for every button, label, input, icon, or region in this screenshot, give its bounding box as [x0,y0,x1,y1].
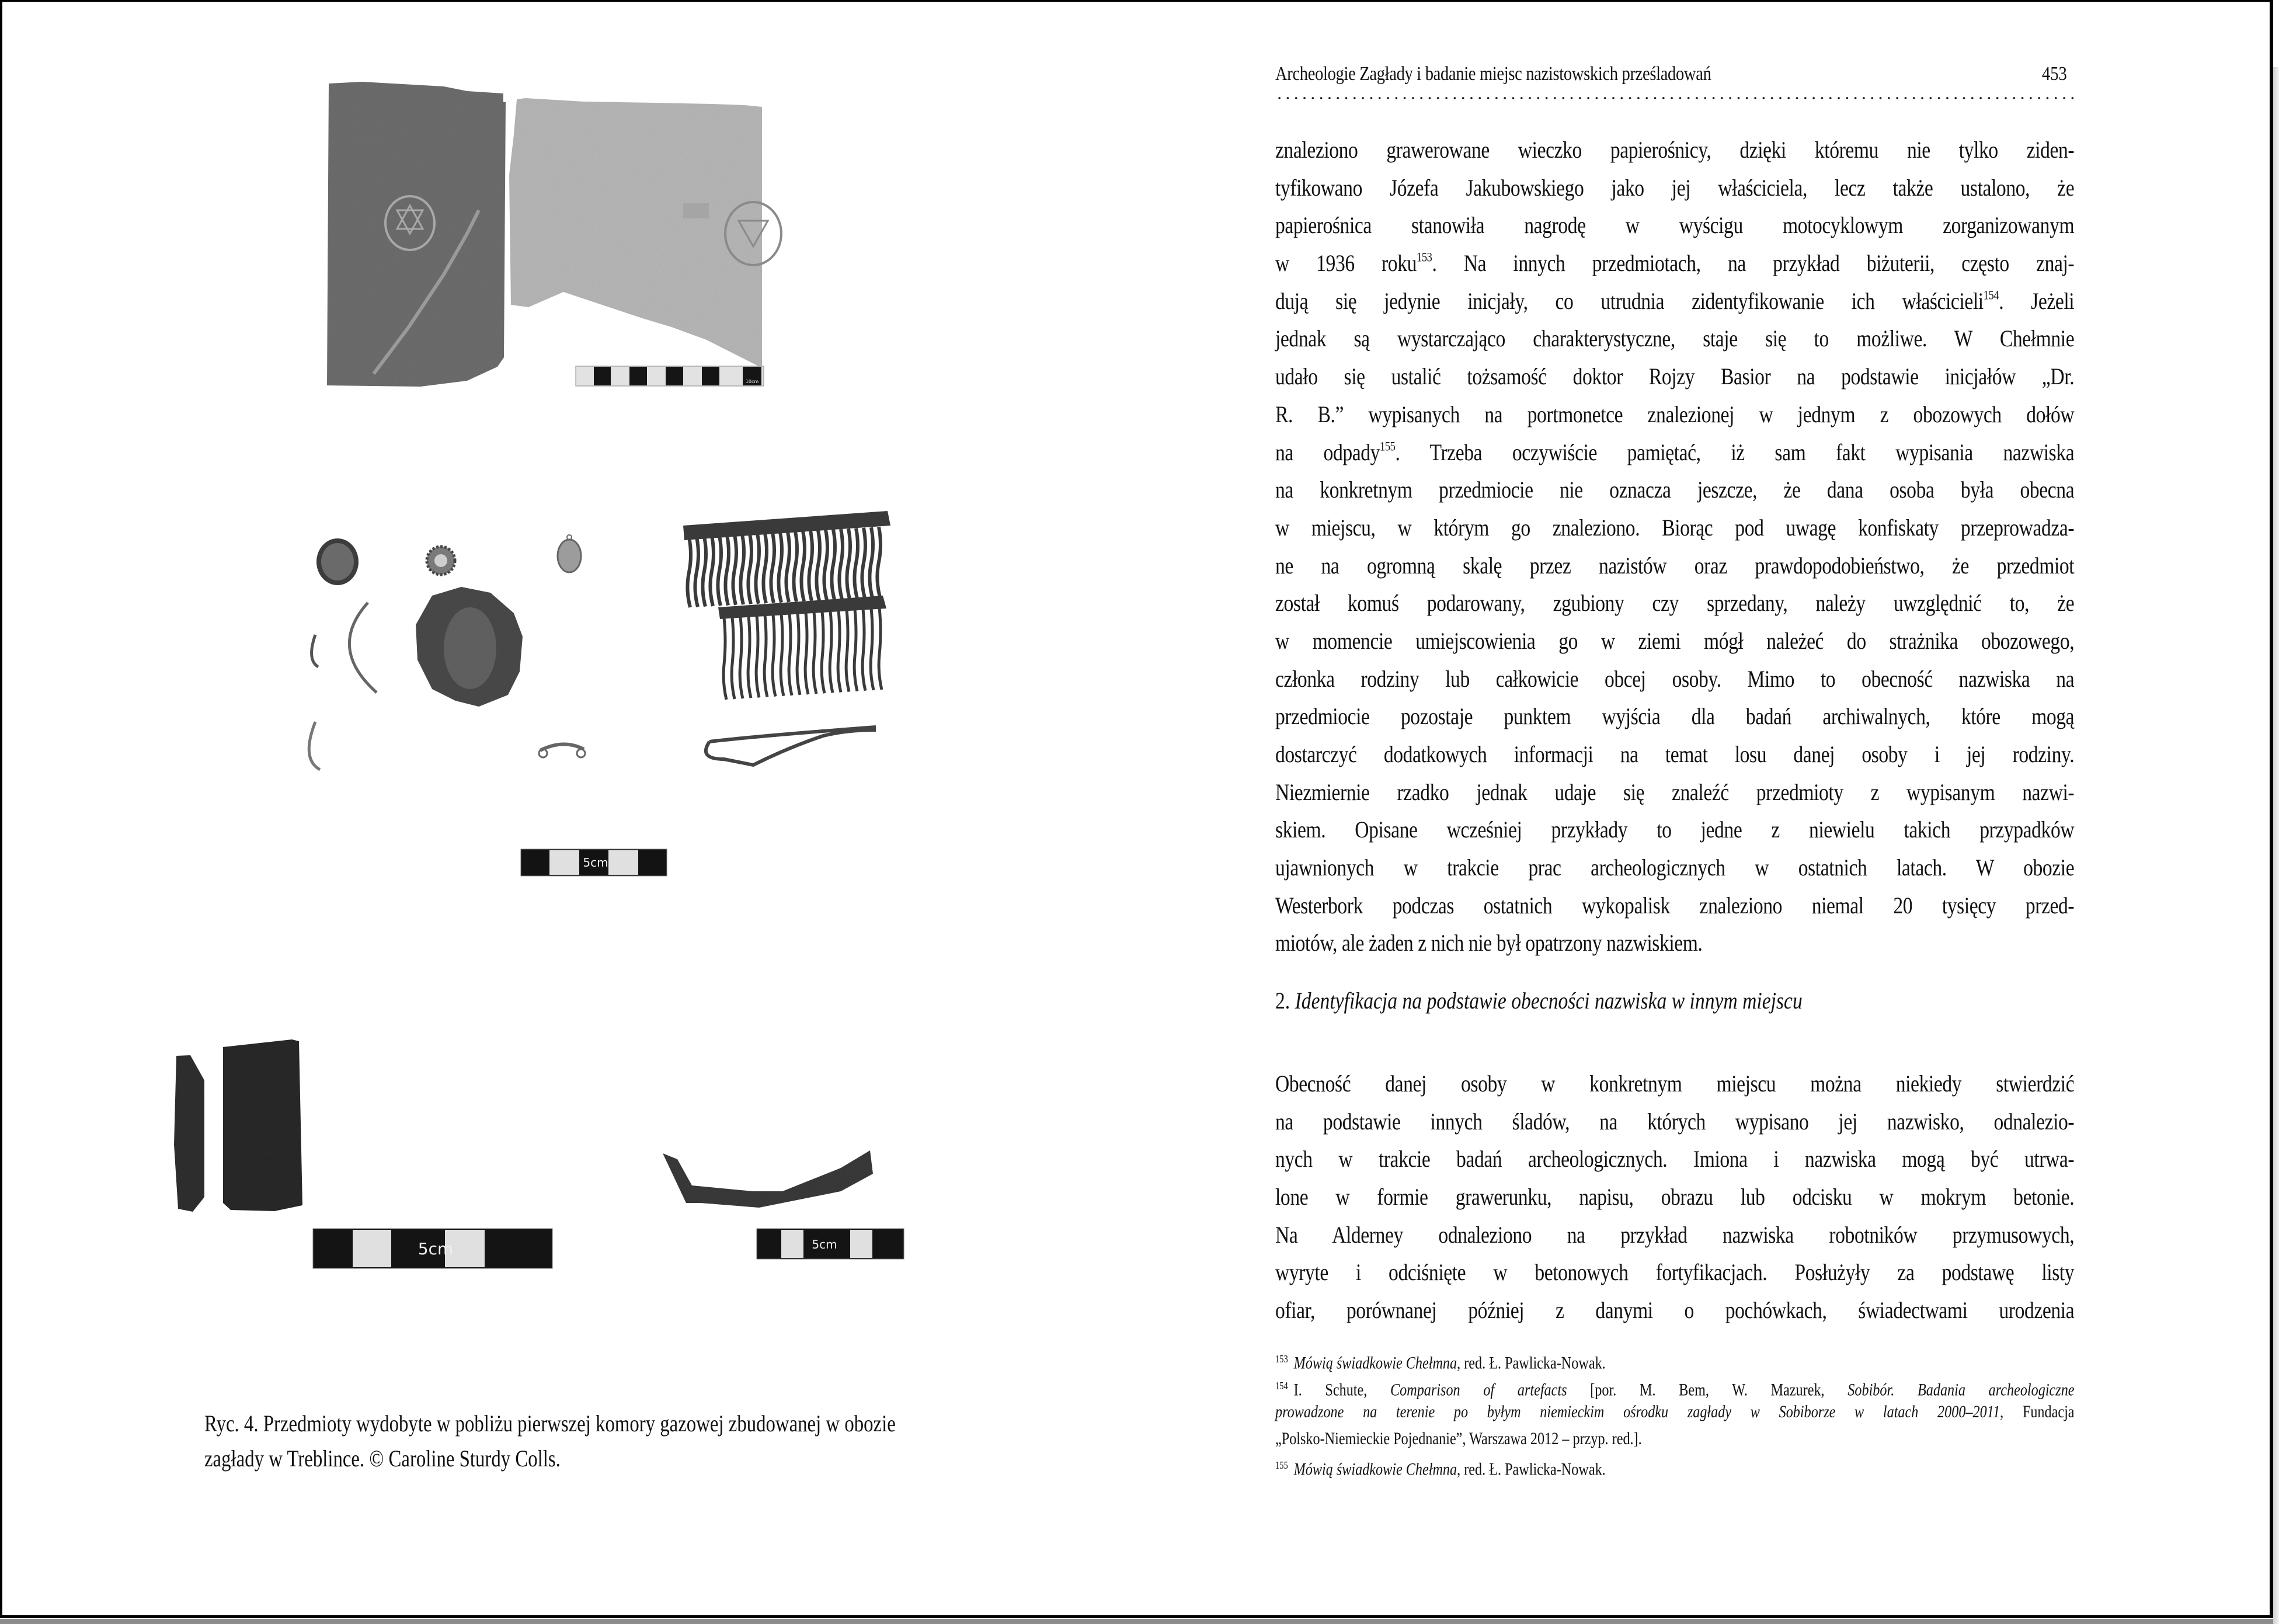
text-line [1275,698,2074,736]
tile-photo-light [509,98,781,368]
figure-photographs [0,0,1139,1343]
paragraph-1 [1275,131,2074,962]
footnote-title: Mówią świadkowie Chełmna [1293,1460,1457,1479]
section-number: 2. [1275,987,1290,1014]
text-line [1275,660,2074,698]
comb-tooth [822,611,824,693]
comb-tooth [740,534,744,604]
text-line [1275,547,2074,585]
footnote-text: , Fundacja [2000,1403,2075,1421]
comb-tooth [723,618,726,700]
text-line [1275,774,2074,812]
scale-bar-5cm-strap [757,1229,904,1259]
scale-bar-10cm [576,366,764,386]
scale-bar-5cm-strap-label: 5cm [812,1237,837,1251]
comb-tooth [830,611,833,693]
footnote-title: Comparison of artefacts [1390,1380,1567,1400]
text-segment: skiem. Opisane wcześniej przykłady to jedne z niewielu takich przypadków [1275,816,2075,843]
comb-tooth [710,536,714,606]
ring-fragment-arc [349,603,377,693]
text-line [1275,320,2074,358]
footnote-reference[interactable]: 154 [1983,287,1999,302]
footnote-text: „Polsko-Niemieckie Pojednanie”, Warszawa 2012 – przyp. red.]. [1275,1429,1642,1448]
scale-bar-5cm-jewellery-label: 5cm [583,856,608,870]
caption-line: Ryc. 4. Przedmioty wydobyte w pobliżu pierwszej komory gazowej zbudowanej w obozie [204,1410,896,1437]
text-line: wyryte i odciśnięte w betonowych fortyfikacjach. Posłużyły za podstawę listy [1275,1259,2075,1286]
text-line [1275,924,2074,962]
text-line: ofiar, porównanej później z danymi o pochówkach, świadectwami urodzenia [1275,1297,2075,1324]
text-segment: w miejscu, w którym go znaleziono. Biorąc pod uwagę konfiskaty przeprowadza- [1275,514,2075,541]
text-segment: przedmiocie pozostaje punktem wyjścia dla badań archiwalnych, które mogą [1275,703,2075,730]
comb-tooth [764,615,767,697]
text-segment: na odpady [1275,439,1380,465]
hair-comb-upper [683,511,890,607]
scale-bar-5cm-jewellery [521,849,667,876]
footnote-154-end [1275,1426,2075,1453]
text-segment: Westerbork podczas ostatnich wykopalisk znaleziono niemal 20 tysięcy przed- [1275,892,2075,919]
text-line [1275,283,2074,321]
scale-bar-5cm-case [313,1229,552,1268]
comb-tooth [877,527,881,597]
text-line [1275,169,2074,207]
bottom-shadow [0,1619,2279,1624]
comb-tooth [733,535,736,605]
cigarette-case-object [223,1039,302,1211]
comb-tooth [748,616,751,698]
text-line [1275,887,2074,925]
footnote-number: 154 [1275,1379,1288,1392]
paragraph-2 [1275,1065,2074,1330]
comb-tooth [824,530,827,600]
metal-fragment-left [174,1055,204,1212]
round-button-object [316,538,359,585]
footnote-title-2-cont: prowadzone na terenie po byłym niemieckim ośrodku zagłady w Sobiborze w latach 2000–2011 [1275,1403,2000,1421]
text-segment: w 1936 roku [1275,250,1417,277]
text-line [1275,811,2074,849]
caption-line: zagłady w Treblince. © Caroline Sturdy Colls. [204,1445,561,1472]
comb-tooth [801,531,805,601]
comb-tooth [879,608,882,690]
text-line: nych w trakcie badań archeologicznych. Imiona i nazwiska mogą być utrwa- [1275,1146,2075,1173]
comb-tooth [778,533,782,603]
footnote-author: I. Schute, [1293,1380,1391,1400]
text-line [1275,207,2074,245]
text-segment: ne na ogromną skalę przez nazistów oraz prawdopodobieństwo, że przedmiot [1275,552,2075,579]
text-line [1275,509,2074,547]
text-segment: członka rodziny lub całkowicie obcej osoby. Mimo to obecność nazwiska na [1275,665,2075,692]
text-line: lone w formie grawerunku, napisu, obrazu lub odcisku w mokrym betonie. [1275,1184,2075,1211]
text-segment: . Na innych przedmiotach, na przykład biżuterii, często znaj- [1432,250,2075,277]
text-segment: w momencie umiejscowienia go w ziemi mógł należeć do strażnika obozowego, [1275,627,2075,654]
text-segment: znaleziono grawerowane wieczko papierośnicy, dzięki któremu nie tylko ziden- [1275,137,2075,163]
comb-tooth [781,614,784,696]
text-segment: udało się ustalić tożsamość doktor Rojzy Basior na podstawie inicjałów „Dr. [1275,363,2075,390]
footnote-155 [1275,1452,2075,1479]
text-line [1275,736,2074,774]
comb-tooth [773,615,775,697]
section-heading [1275,987,1938,1014]
comb-tooth [786,532,789,602]
text-segment: ujawnionych w trakcie prac archeologicznych w ostatnich latach. W obozie [1275,854,2075,881]
text-segment: Niezmiernie rzadko jednak udaje się znaleźć przedmioty z wypisanym nazwi- [1275,778,2075,805]
text-segment: został komuś podarowany, zgubiony czy sprzedany, należy uwzględnić to, że [1275,590,2075,617]
comb-tooth [871,608,874,690]
running-head [1275,63,1945,85]
comb-tooth [702,537,706,607]
text-segment: dostarczyć dodatkowych informacji na temat losu danej osoby i jej rodziny. [1275,741,2075,767]
section-title: Identyfikacja na podstawie obecności nazwiska w innym miejscu [1295,987,1803,1014]
text-line [1275,623,2074,660]
running-head-title: Archeologie Zagłady i badanie miejsc nazistowskich prześladowań [1275,63,1711,85]
comb-tooth [794,531,797,601]
text-line [1275,849,2074,887]
footnote-text: [por. M. Bem, W. Mazurek, [1567,1380,1848,1400]
text-segment: R. B.” wypisanych na portmonetce znalezionej w jednym z obozowych dołów [1275,401,2075,427]
text-segment: na konkretnym przedmiocie nie oznacza jeszcze, że dana osoba była obecna [1275,477,2075,503]
comb-tooth [805,613,808,694]
comb-tooth [748,534,751,604]
footnote-text: , red. Ł. Pawlicka-Nowak. [1457,1354,1606,1373]
comb-tooth [718,535,721,606]
comb-tooth [797,613,800,695]
footnote-number: 153 [1275,1353,1288,1365]
footnote-154 [1275,1373,2075,1400]
comb-tooth [789,614,792,695]
ring-fragment-lower [309,722,320,770]
comb-tooth [740,617,743,698]
crumpled-metal-object [416,587,523,707]
footnote-reference[interactable]: 155 [1380,438,1396,453]
pendant-object [558,535,581,572]
footnote-154-cont [1275,1399,2075,1426]
scale-bar-5cm-case-label: 5cm [417,1239,454,1258]
text-line: Obecność danej osoby w konkretnym miejscu można niekiedy stwierdzić [1275,1070,2075,1097]
text-line: Na Alderney odnaleziono na przykład nazwiska robotników przymusowych, [1275,1221,2075,1248]
comb-tooth [756,615,759,697]
comb-tooth [831,530,835,600]
comb-tooth [854,610,857,691]
figure-caption [204,1406,1022,1476]
text-line: na podstawie innych śladów, na których wypisano jej nazwisko, odnalezio- [1275,1108,2075,1135]
comb-tooth [771,533,774,603]
comb-tooth [813,612,816,694]
leather-strap-object [663,1150,873,1208]
text-line [1275,131,2074,169]
comb-tooth [869,527,873,597]
comb-tooth [846,610,849,692]
comb-tooth [725,535,729,606]
wire-fragment-small [312,635,318,667]
comb-tooth [816,530,820,600]
hairpin-ornament [539,744,585,757]
footnote-title-2: Sobibór. Badania archeologiczne [1847,1380,2075,1400]
comb-tooth [839,529,843,599]
brooch-object [427,547,455,575]
comb-tooth [732,617,735,699]
tile-photo-dark [327,82,506,387]
text-line [1275,245,2074,283]
comb-tooth [862,528,865,598]
footnote-title: Mówią świadkowie Chełmna [1293,1354,1457,1373]
comb-tooth [847,528,850,599]
comb-tooth [687,537,691,607]
comb-tooth [695,537,698,607]
text-segment: jednak są wystarczająco charakterystyczne, staje się to możliwe. W Chełmnie [1275,325,2075,352]
text-segment: papierośnica stanowiła nagrodę w wyścigu motocyklowym zorganizowanym [1275,212,2075,239]
text-line [1275,396,2074,434]
text-segment: . Trzeba oczywiście pamiętać, iż sam fakt wypisania nazwiska [1395,439,2075,465]
text-segment: tyfikowano Józefa Jakubowskiego jako jej właściciela, lecz także ustalono, że [1275,174,2075,201]
comb-tooth [862,609,865,691]
comb-tooth [838,610,841,692]
comb-tooth [809,531,812,601]
footnotes [1275,1346,2074,1479]
comb-tooth [854,528,858,599]
page-number: 453 [2042,63,2067,85]
text-segment: dują się jedynie inicjały, co utrudnia zidentyfikowanie ich właścicieli [1275,287,1984,314]
text-line [1275,585,2074,623]
chain-necklace [706,727,876,765]
comb-tooth [763,533,767,603]
text-segment: . Jeżeli [1999,287,2075,314]
right-shadow [2273,67,2279,1624]
scale-bar-10cm-label: 10cm [745,379,759,384]
text-line [1275,471,2074,509]
header-dotted-rule [1275,97,2074,99]
hair-comb-lower [718,596,886,700]
footnote-text: , red. Ł. Pawlicka-Nowak. [1457,1460,1606,1479]
text-segment: miotów, ale żaden z nich nie był opatrzony nazwiskiem. [1275,930,1703,957]
text-line [1275,358,2074,396]
text-line [1275,434,2074,472]
footnote-reference[interactable]: 153 [1416,249,1432,265]
comb-tooth [756,534,759,604]
footnote-153 [1275,1346,2075,1373]
footnote-number: 155 [1275,1459,1288,1471]
